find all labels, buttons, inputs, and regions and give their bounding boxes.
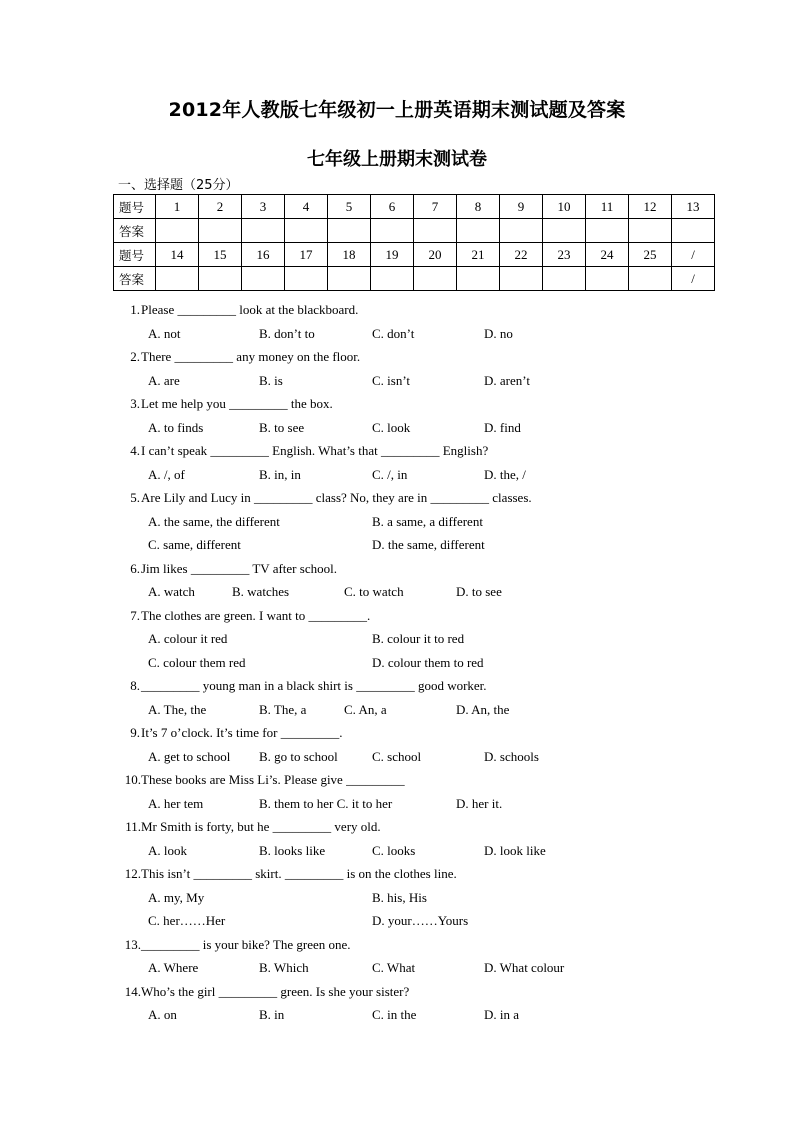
answer-option[interactable]: A. on	[148, 1007, 177, 1022]
answer-option[interactable]: D. aren’t	[484, 372, 530, 388]
question-stem	[0, 721, 794, 745]
answer-table-cell: 10	[543, 195, 586, 219]
question-number: 7.	[130, 607, 140, 623]
answer-table-cell: 11	[586, 195, 629, 219]
question-item	[0, 933, 794, 980]
answer-table-cell	[242, 219, 285, 243]
question-number: 13.	[124, 936, 141, 952]
option-row	[0, 627, 794, 651]
answer-option[interactable]: C. An, a	[344, 701, 387, 717]
question-text: There _________ any money on the floor.	[141, 349, 361, 364]
option-row	[0, 839, 794, 863]
answer-table-row-label: 题号	[114, 195, 156, 219]
answer-table-cell: 2	[199, 195, 242, 219]
answer-table-cell	[156, 219, 199, 243]
answer-table-row	[114, 243, 715, 267]
answer-table-cell	[328, 219, 371, 243]
answer-option[interactable]: C. looks	[372, 842, 416, 858]
option-row	[0, 956, 794, 980]
answer-table-cell	[500, 267, 543, 291]
answer-option[interactable]: D. An, the	[456, 701, 510, 717]
option-row	[0, 651, 794, 675]
answer-table-cell: 13	[672, 195, 715, 219]
answer-option[interactable]: B. Which	[259, 960, 309, 975]
answer-option[interactable]: A. get to school	[148, 748, 231, 764]
answer-table-cell	[371, 267, 414, 291]
answer-table-cell	[414, 267, 457, 291]
answer-option[interactable]: B. go to school	[259, 748, 338, 764]
question-item	[0, 815, 794, 862]
answer-table-cell: 17	[285, 243, 328, 267]
answer-option[interactable]: B. in	[259, 1007, 285, 1022]
question-text: This isn’t _________ skirt. _________ is on the clothes line.	[141, 866, 457, 881]
question-number: 14.	[124, 983, 141, 999]
option-row	[0, 533, 794, 557]
answer-option[interactable]: C. school	[372, 748, 422, 764]
question-stem	[0, 768, 794, 792]
answer-table-row-label: 题号	[114, 243, 156, 267]
question-item	[0, 674, 794, 721]
question-text: Jim likes _________ TV after school.	[141, 560, 337, 576]
question-text: _________ is your bike? The green one.	[141, 936, 351, 952]
question-number: 8.	[130, 678, 140, 693]
answer-table-cell: 12	[629, 195, 672, 219]
answer-table-cell: 16	[242, 243, 285, 267]
answer-option[interactable]: D. the, /	[484, 466, 526, 482]
answer-table-cell	[629, 219, 672, 243]
option-row	[0, 792, 794, 816]
question-text: The clothes are green. I want to _________.	[141, 607, 371, 623]
answer-table-cell	[629, 267, 672, 291]
answer-table-cell	[371, 219, 414, 243]
question-item	[0, 557, 794, 604]
option-row	[0, 322, 794, 346]
answer-table-cell: 5	[328, 195, 371, 219]
answer-option[interactable]: D. colour them to red	[372, 654, 484, 670]
answer-option[interactable]: B. in, in	[259, 466, 301, 482]
answer-table-row	[114, 219, 715, 243]
answer-option[interactable]: A. my, My	[148, 889, 205, 905]
answer-table-cell: 1	[156, 195, 199, 219]
question-number: 12.	[124, 866, 141, 881]
question-stem	[0, 298, 794, 322]
answer-option[interactable]: B. don’t to	[259, 325, 315, 341]
question-text: Who’s the girl _________ green. Is she your sister?	[141, 983, 410, 999]
answer-table	[113, 194, 715, 291]
answer-table-cell: 25	[629, 243, 672, 267]
option-row	[0, 1003, 794, 1027]
answer-option[interactable]: B. colour it to red	[372, 631, 465, 646]
answer-table-cell: 23	[543, 243, 586, 267]
option-row	[0, 463, 794, 487]
answer-option[interactable]: C. to watch	[344, 584, 404, 599]
answer-option[interactable]: B. his, His	[372, 889, 427, 905]
question-text: Please _________ look at the blackboard.	[141, 302, 359, 317]
question-text: Mr Smith is forty, but he _________ very old.	[141, 819, 381, 834]
question-number: 10.	[124, 772, 141, 787]
answer-table-cell: 14	[156, 243, 199, 267]
answer-option[interactable]: B. them to her C. it to her	[259, 795, 393, 811]
answer-table-cell	[543, 219, 586, 243]
answer-option[interactable]: C. her……Her	[148, 913, 226, 928]
answer-option[interactable]: A. to finds	[148, 419, 204, 435]
answer-option[interactable]: D. your……Yours	[372, 913, 469, 928]
answer-table-cell: 20	[414, 243, 457, 267]
answer-option[interactable]: C. isn’t	[372, 372, 411, 388]
question-item	[0, 486, 794, 557]
question-stem	[0, 980, 794, 1004]
option-row	[0, 909, 794, 933]
question-number: 1.	[130, 302, 140, 317]
answer-option[interactable]: D. schools	[484, 748, 539, 764]
answer-table-row	[114, 195, 715, 219]
answer-option[interactable]: A. not	[148, 325, 181, 341]
answer-option[interactable]: A. The, the	[148, 701, 207, 717]
answer-option[interactable]: D. no	[484, 325, 513, 341]
answer-table-cell: 4	[285, 195, 328, 219]
option-row	[0, 510, 794, 534]
answer-table-cell	[414, 219, 457, 243]
question-item	[0, 604, 794, 675]
answer-table-cell: 8	[457, 195, 500, 219]
answer-table-cell: 6	[371, 195, 414, 219]
answer-option[interactable]: A. look	[148, 842, 187, 858]
question-stem	[0, 674, 794, 698]
answer-table-cell	[586, 219, 629, 243]
answer-option[interactable]: A. the same, the different	[148, 513, 280, 529]
answer-table-cell: 24	[586, 243, 629, 267]
answer-table-cell	[457, 267, 500, 291]
question-list	[0, 298, 794, 1027]
answer-table-cell: 19	[371, 243, 414, 267]
question-item	[0, 392, 794, 439]
answer-table-cell	[199, 267, 242, 291]
answer-table-cell: 15	[199, 243, 242, 267]
question-number: 2.	[130, 349, 140, 364]
option-row	[0, 745, 794, 769]
answer-option[interactable]: C. What	[372, 960, 416, 975]
question-item	[0, 980, 794, 1027]
option-row	[0, 580, 794, 604]
question-number: 9.	[130, 725, 140, 740]
option-row	[0, 369, 794, 393]
question-number: 6.	[130, 560, 140, 576]
answer-option[interactable]: D. the same, different	[372, 537, 485, 552]
answer-table-row-label: 答案	[114, 219, 156, 243]
option-row	[0, 698, 794, 722]
question-item	[0, 721, 794, 768]
answer-option[interactable]: D. her it.	[456, 795, 503, 811]
answer-option[interactable]: A. her tem	[148, 795, 204, 811]
question-number: 5.	[130, 490, 140, 505]
question-number: 4.	[130, 443, 140, 458]
question-item	[0, 862, 794, 933]
question-stem	[0, 345, 794, 369]
answer-option[interactable]: B. The, a	[259, 701, 307, 717]
answer-option[interactable]: B. a same, a different	[372, 513, 483, 529]
answer-option[interactable]: C. look	[372, 419, 411, 435]
answer-option[interactable]: A. /, of	[148, 466, 185, 482]
answer-option[interactable]: D. find	[484, 419, 521, 435]
answer-table-cell	[586, 267, 629, 291]
answer-table-cell	[457, 219, 500, 243]
section-heading: 一、选择题（25分）	[118, 178, 239, 193]
answer-table-cell	[199, 219, 242, 243]
answer-table-cell: 9	[500, 195, 543, 219]
exam-subtitle: 七年级上册期末测试卷	[307, 149, 487, 170]
question-text: Let me help you _________ the box.	[141, 396, 333, 411]
question-stem	[0, 439, 794, 463]
answer-option[interactable]: D. What colour	[484, 960, 565, 975]
answer-table-cell	[672, 219, 715, 243]
answer-option[interactable]: C. same, different	[148, 537, 241, 552]
answer-table-cell	[500, 219, 543, 243]
answer-table-cell	[156, 267, 199, 291]
question-stem	[0, 862, 794, 886]
answer-option[interactable]: C. don’t	[372, 325, 415, 341]
answer-table-cell: 18	[328, 243, 371, 267]
answer-table-row	[114, 267, 715, 291]
answer-option[interactable]: C. in the	[372, 1007, 417, 1022]
answer-table-cell	[285, 219, 328, 243]
answer-option[interactable]: C. colour them red	[148, 654, 246, 670]
answer-option[interactable]: C. /, in	[372, 466, 408, 482]
question-stem	[0, 933, 794, 957]
option-row	[0, 886, 794, 910]
question-text: I can’t speak _________ English. What’s that _________ English?	[141, 443, 489, 458]
question-text: It’s 7 o’clock. It’s time for _________.	[141, 725, 343, 740]
question-item	[0, 345, 794, 392]
answer-option[interactable]: A. Where	[148, 960, 199, 975]
answer-table-cell: 7	[414, 195, 457, 219]
answer-option[interactable]: D. look like	[484, 842, 546, 858]
question-stem	[0, 486, 794, 510]
question-text: _________ young man in a black shirt is _________ good worker.	[141, 678, 487, 693]
question-stem	[0, 557, 794, 581]
question-text: Are Lily and Lucy in _________ class? No, they are in _________ classes.	[141, 490, 532, 505]
answer-table-cell	[543, 267, 586, 291]
question-number: 11.	[125, 819, 141, 834]
answer-option[interactable]: B. to see	[259, 419, 305, 435]
answer-table-cell: 22	[500, 243, 543, 267]
answer-option[interactable]: B. is	[259, 372, 283, 388]
answer-option[interactable]: B. watches	[232, 584, 290, 599]
answer-table-cell	[242, 267, 285, 291]
answer-table-cell: /	[672, 243, 715, 267]
answer-option[interactable]: A. are	[148, 372, 180, 388]
answer-table-cell: 3	[242, 195, 285, 219]
answer-option[interactable]: D. in a	[484, 1007, 520, 1022]
answer-option[interactable]: B. looks like	[259, 842, 326, 858]
question-number: 3.	[130, 396, 140, 411]
answer-table-row-label: 答案	[114, 267, 156, 291]
question-item	[0, 298, 794, 345]
question-item	[0, 768, 794, 815]
answer-table-cell	[285, 267, 328, 291]
answer-option[interactable]: A. colour it red	[148, 631, 228, 646]
question-stem	[0, 392, 794, 416]
question-stem	[0, 815, 794, 839]
answer-table-cell: 21	[457, 243, 500, 267]
page-title: 2012年人教版七年级初一上册英语期末测试题及答案	[168, 99, 626, 121]
answer-option[interactable]: A. watch	[148, 584, 195, 599]
option-row	[0, 416, 794, 440]
answer-table-cell	[328, 267, 371, 291]
answer-option[interactable]: D. to see	[456, 584, 502, 599]
answer-table-cell: /	[672, 267, 715, 291]
question-item	[0, 439, 794, 486]
question-stem	[0, 604, 794, 628]
question-text: These books are Miss Li’s. Please give _________	[141, 772, 405, 787]
